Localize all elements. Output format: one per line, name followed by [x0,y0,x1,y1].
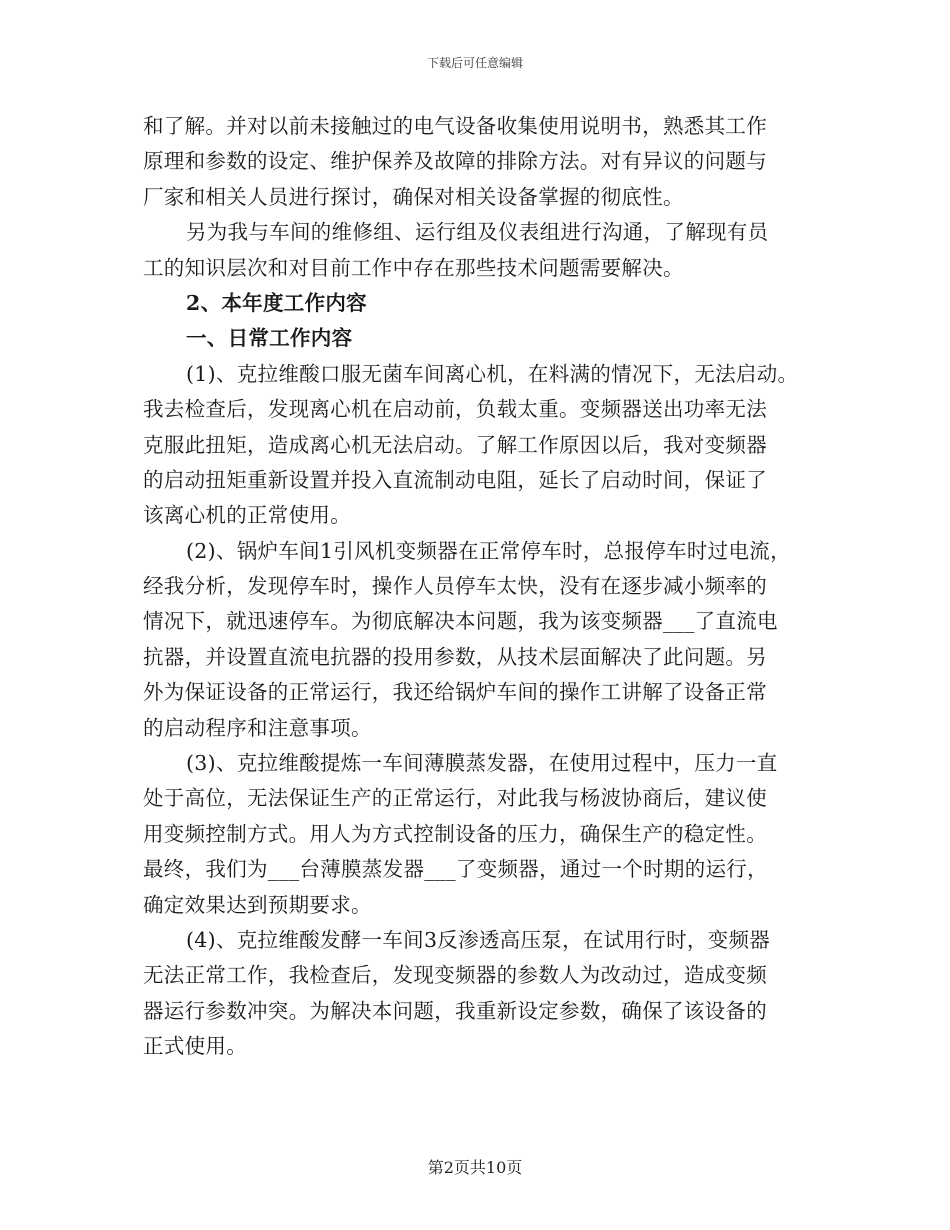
text-line: 抗器，并设置直流电抗器的投用参数，从技术层面解决了此问题。另 [143,644,767,669]
page-header: 下载后可任意编辑 [426,56,523,70]
text-line: 的启动程序和注意事项。 [143,715,372,740]
text-line: (3)、克拉维酸提炼一车间薄膜蒸发器，在使用过程中，压力一直 [186,751,778,776]
text-line: 用变频控制方式。用人为方式控制设备的压力，确保生产的稳定性。 [143,821,767,846]
section-heading: 一、日常工作内容 [186,326,353,351]
section-heading: 2、本年度工作内容 [186,290,367,315]
page-footer: 第2页共10页 [427,1158,523,1177]
text-line: 另为我与车间的维修组、运行组及仪表组进行沟通，了解现有员 [186,220,769,245]
text-line: 正式使用。 [143,1034,247,1059]
text-line: 情况下，就迅速停车。为彻底解决本问题，我为该变频器___了直流电 [143,609,778,634]
text-line: (2)、锅炉车间1引风机变频器在正常停车时，总报停车时过电流， [186,538,791,563]
text-line: 的启动扭矩重新设置并投入直流制动电阻，延长了启动时间，保证了 [143,467,767,492]
text-line: 处于高位，无法保证生产的正常运行，对此我与杨波协商后，建议使 [143,786,767,811]
text-line: 该离心机的正常使用。 [143,503,351,528]
text-line: 确定效果达到预期要求。 [143,892,372,917]
text-line: 原理和参数的设定、维护保养及故障的排除方法。对有异议的问题与 [143,149,767,174]
text-line: 经我分析，发现停车时，操作人员停车太快，没有在逐步减小频率的 [143,574,767,599]
document-body [143,109,843,1065]
text-line: (1)、克拉维酸口服无菌车间离心机，在料满的情况下，无法启动。 [186,361,799,386]
text-line: 最终，我们为___台薄膜蒸发器___了变频器，通过一个时期的运行， [143,857,768,882]
text-line: 外为保证设备的正常运行，我还给锅炉车间的操作工讲解了设备正常 [143,680,767,705]
text-line: (4)、克拉维酸发酵一车间3反渗透高压泵，在试用行时，变频器 [186,927,771,952]
text-line: 器运行参数冲突。为解决本问题，我重新设定参数，确保了该设备的 [143,998,767,1023]
text-line: 克服此扭矩，造成离心机无法启动。了解工作原因以后，我对变频器 [143,432,767,457]
text-line: 和了解。并对以前未接触过的电气设备收集使用说明书，熟悉其工作 [143,114,767,138]
text-line: 无法正常工作，我检查后，发现变频器的参数人为改动过，造成变频 [143,963,767,988]
text-line: 我去检查后，发现离心机在启动前，负载太重。变频器送出功率无法 [143,397,767,422]
text-line: 工的知识层次和对目前工作中存在那些技术问题需要解决。 [143,255,684,280]
text-line: 厂家和相关人员进行探讨，确保对相关设备掌握的彻底性。 [143,184,684,209]
